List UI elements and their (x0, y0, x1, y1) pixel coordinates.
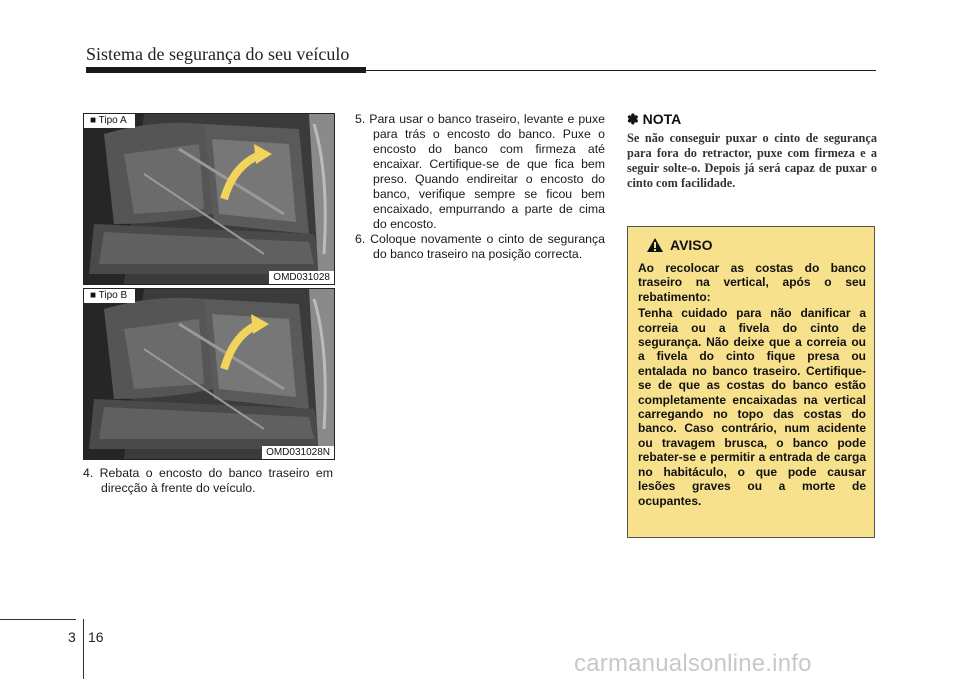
figure-seat-type-b (83, 288, 335, 460)
step-4: 4. Rebata o encosto do banco traseiro em direcção à frente do veículo. (83, 466, 333, 495)
warning-body: Tenha cuidado para não danificar a correia ou a fivela do cinto de segurança. Não deixe que a correia ou a fivela do cinto fique presa ou entalada no banco traseiro. Certifique-se de que as costas do banco estão completamente encaixadas na vertical carregando no topo das costas do banco. Caso contrário, num acidente ou travagem brusca, o banco pode rebater-se e permitir a entrada de carga no habitáculo, o que pode causar lesões graves ou a morte de ocupantes. (638, 306, 866, 508)
figure-seat-type-a (83, 113, 335, 285)
warning-header (638, 233, 866, 257)
nota-body: Se não conseguir puxar o cinto de segurança para fora do retractor, puxe com firmeza e a seguir solte-o. Depois já será capaz de puxar o cinto com facilidade. (627, 131, 877, 190)
page-section-number: 3 (68, 629, 76, 645)
figure-code: OMD031028 (269, 271, 334, 284)
footer-rule (0, 619, 76, 620)
step-6: 6. Coloque novamente o cinto de segurança do banco traseiro na posição correcta. (355, 232, 605, 261)
warning-title: AVISO (670, 237, 713, 253)
step-5: 5. Para usar o banco traseiro, levante e puxe para trás o encosto do banco. Puxe o encosto do banco com firmeza até encaixar. Certifique-se de que fica bem preso. Quando endireitar o encosto do banco, verifique sempre se ficou bem encaixado, empurrando a parte de cima do encosto. (355, 112, 605, 231)
warning-box (627, 226, 875, 538)
figure-tag: ■ Tipo B (84, 289, 135, 303)
header-rule-thin (366, 70, 876, 71)
footer-divider (83, 619, 84, 679)
page-header-title: Sistema de segurança do seu veículo (86, 44, 350, 64)
nota-title: ✽ NOTA (627, 111, 682, 127)
rear-seat-illustration (84, 114, 334, 284)
header-rule-thick (86, 67, 366, 73)
page-number: 16 (88, 629, 104, 645)
column-1-text (83, 466, 333, 496)
figure-code: OMD031028N (262, 446, 334, 459)
column-2-text (355, 112, 605, 262)
warning-intro: Ao recolocar as costas do banco traseiro na vertical, após o seu rebatimento: (638, 261, 866, 304)
warning-triangle-icon (646, 237, 664, 253)
figure-tag: ■ Tipo A (84, 114, 135, 128)
watermark: carmanualsonline.info (574, 650, 812, 677)
rear-seat-illustration (84, 289, 334, 459)
